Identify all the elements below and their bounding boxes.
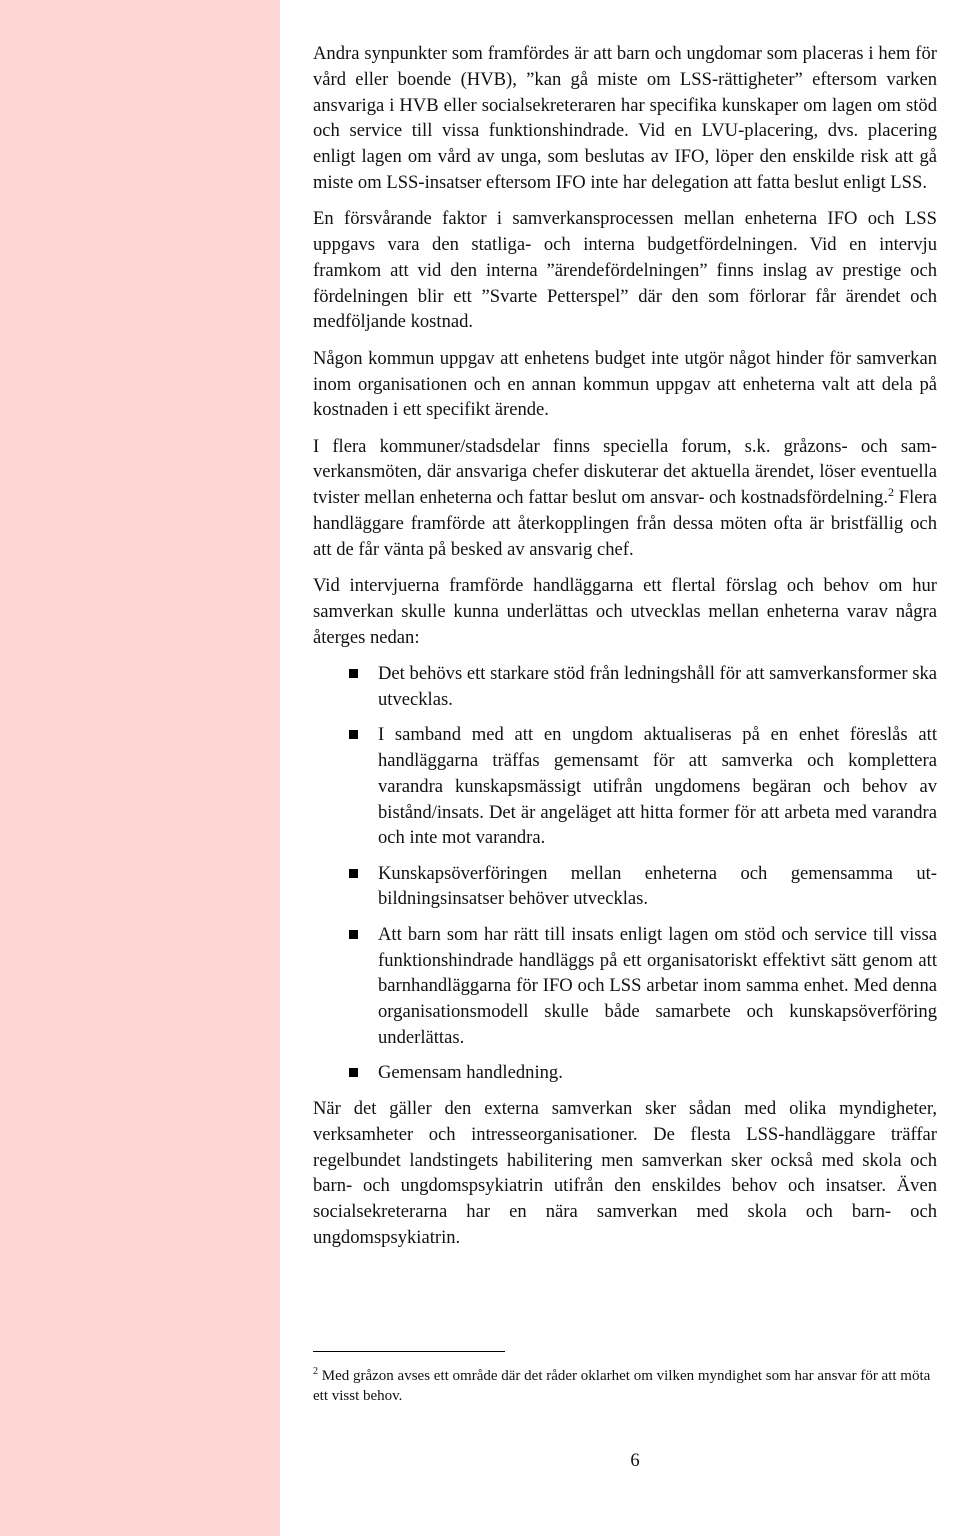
forum-text-after: Flera handläggare framförde att återkopplingen från dessa möten ofta är bristfällig och att de får vänta på besked av ansvarig chef. xyxy=(313,487,937,560)
document-page xyxy=(280,0,960,1536)
left-margin-band xyxy=(0,0,280,1536)
suggestion-list xyxy=(313,661,937,1086)
list-item xyxy=(313,922,937,1051)
list-item-text: I samband med att en ungdom aktualiseras på en enhet föreslås att handläggarna träffas gemensamt för att samverka och komplettera varandra kunskapsmässigt utifrån ungdomens begäran och behov av bistånd/insats. Det är angeläget att hitta former för att arbeta med varandra och inte mot varandra. xyxy=(378,724,937,849)
list-item-text: Att barn som har rätt till insats enligt lagen om stöd och service till vissa funktionshindrade handläggs på ett organisatoriskt effektivt sätt genom att barnhandläggarna för IFO och LSS arbetar inom samma enhet. Med denna organisationsmodell skulle både samarbete och kunskapsöverföring underlättas. xyxy=(378,923,937,1048)
paragraph-budget-no-hinder: Någon kommun uppgav att enhetens budget inte utgör något hinder för samverkan inom organisationen och en annan kommun uppgav att enheterna valt att dela på kostnaden i ett specifikt ärende. xyxy=(313,347,937,421)
square-bullet-icon xyxy=(349,669,358,678)
square-bullet-icon xyxy=(349,730,358,739)
list-item xyxy=(313,861,937,913)
footnote-text: Med gråzon avses ett område där det råder oklarhet om vilken myndighet som har ansvar för att möta ett visst behov. xyxy=(313,1368,931,1404)
footnote xyxy=(313,1366,937,1406)
list-item xyxy=(313,661,937,713)
body-text xyxy=(313,41,937,1261)
paragraph-forum xyxy=(313,434,937,563)
paragraph-lss-rights: Andra synpunkter som framfördes är att barn och ungdomar som placeras i hem för vård eller boende (HVB), ”kan gå miste om LSS-rättigheter” eftersom varken ansvariga i HVB eller socialsekreteraren har specifika kunskaper om lagen om stöd och service till vissa funktionshindrade. Vid en LVU-placering, dvs. placering enligt lagen om vård av unga, som beslutas av IFO, löper den enskilde risk att gå miste om LSS-insatser eftersom IFO inte har delegation att fatta beslut enligt LSS. xyxy=(313,43,937,193)
footnote-reference[interactable]: 2 xyxy=(888,485,894,500)
paragraph-external-collaboration: När det gäller den externa samverkan sker sådan med olika myndigheter, verksamheter och intresseorganisationer. De flesta LSS-handläggare träffar regelbundet landstingets habilitering men samverkan sker också med skola och barn- och ungdomspsykiatrin utifrån den enskildes behov och insatser. Även socialsekreterarna har en nära samverkan med skola och barn- och ungdomspsykiatrin. xyxy=(313,1097,937,1248)
paragraph-list-intro: Vid intervjuerna framförde handläggarna ett flertal förslag och behov om hur samverkan skulle kunna underlättas och utvecklas mellan enheterna varav några återges nedan: xyxy=(313,575,937,648)
square-bullet-icon xyxy=(349,930,358,939)
footnote-number: 2 xyxy=(313,1366,318,1377)
forum-text-before: I flera kommuner/stadsdelar finns speciella forum, s.k. gråzons- och samverkansmöten, där ansvariga chefer diskuterar det aktuella ärendet, löser eventuella tvister mellan enheterna och fattar beslut om ansvar- och kostnadsfördelning. xyxy=(313,435,937,509)
list-item-text: Kunskapsöverföringen mellan enheterna och gemensamma utbildningsinsatser behöver utvecklas. xyxy=(378,862,937,910)
footnote-divider xyxy=(313,1351,505,1352)
list-item xyxy=(313,1060,937,1086)
square-bullet-icon xyxy=(349,1068,358,1077)
list-item-text: Det behövs ett starkare stöd från ledningshåll för att samverkansformer ska utvecklas. xyxy=(378,663,937,710)
page-number: 6 xyxy=(630,1450,640,1471)
paragraph-budget-factor: En försvårande faktor i samverkansprocessen mellan enheterna IFO och LSS uppgavs vara den statliga- och interna budgetfördelningen. Vid en intervju framkom att vid den interna ”ärendefördelningen” finns inslag av prestige och fördelningen blir ett ”Svarte Petterspel” där den som förlorar får ärendet och medföljande kostnad. xyxy=(313,208,937,333)
square-bullet-icon xyxy=(349,869,358,878)
list-item-text: Gemensam handledning. xyxy=(378,1062,563,1084)
list-item xyxy=(313,722,937,851)
